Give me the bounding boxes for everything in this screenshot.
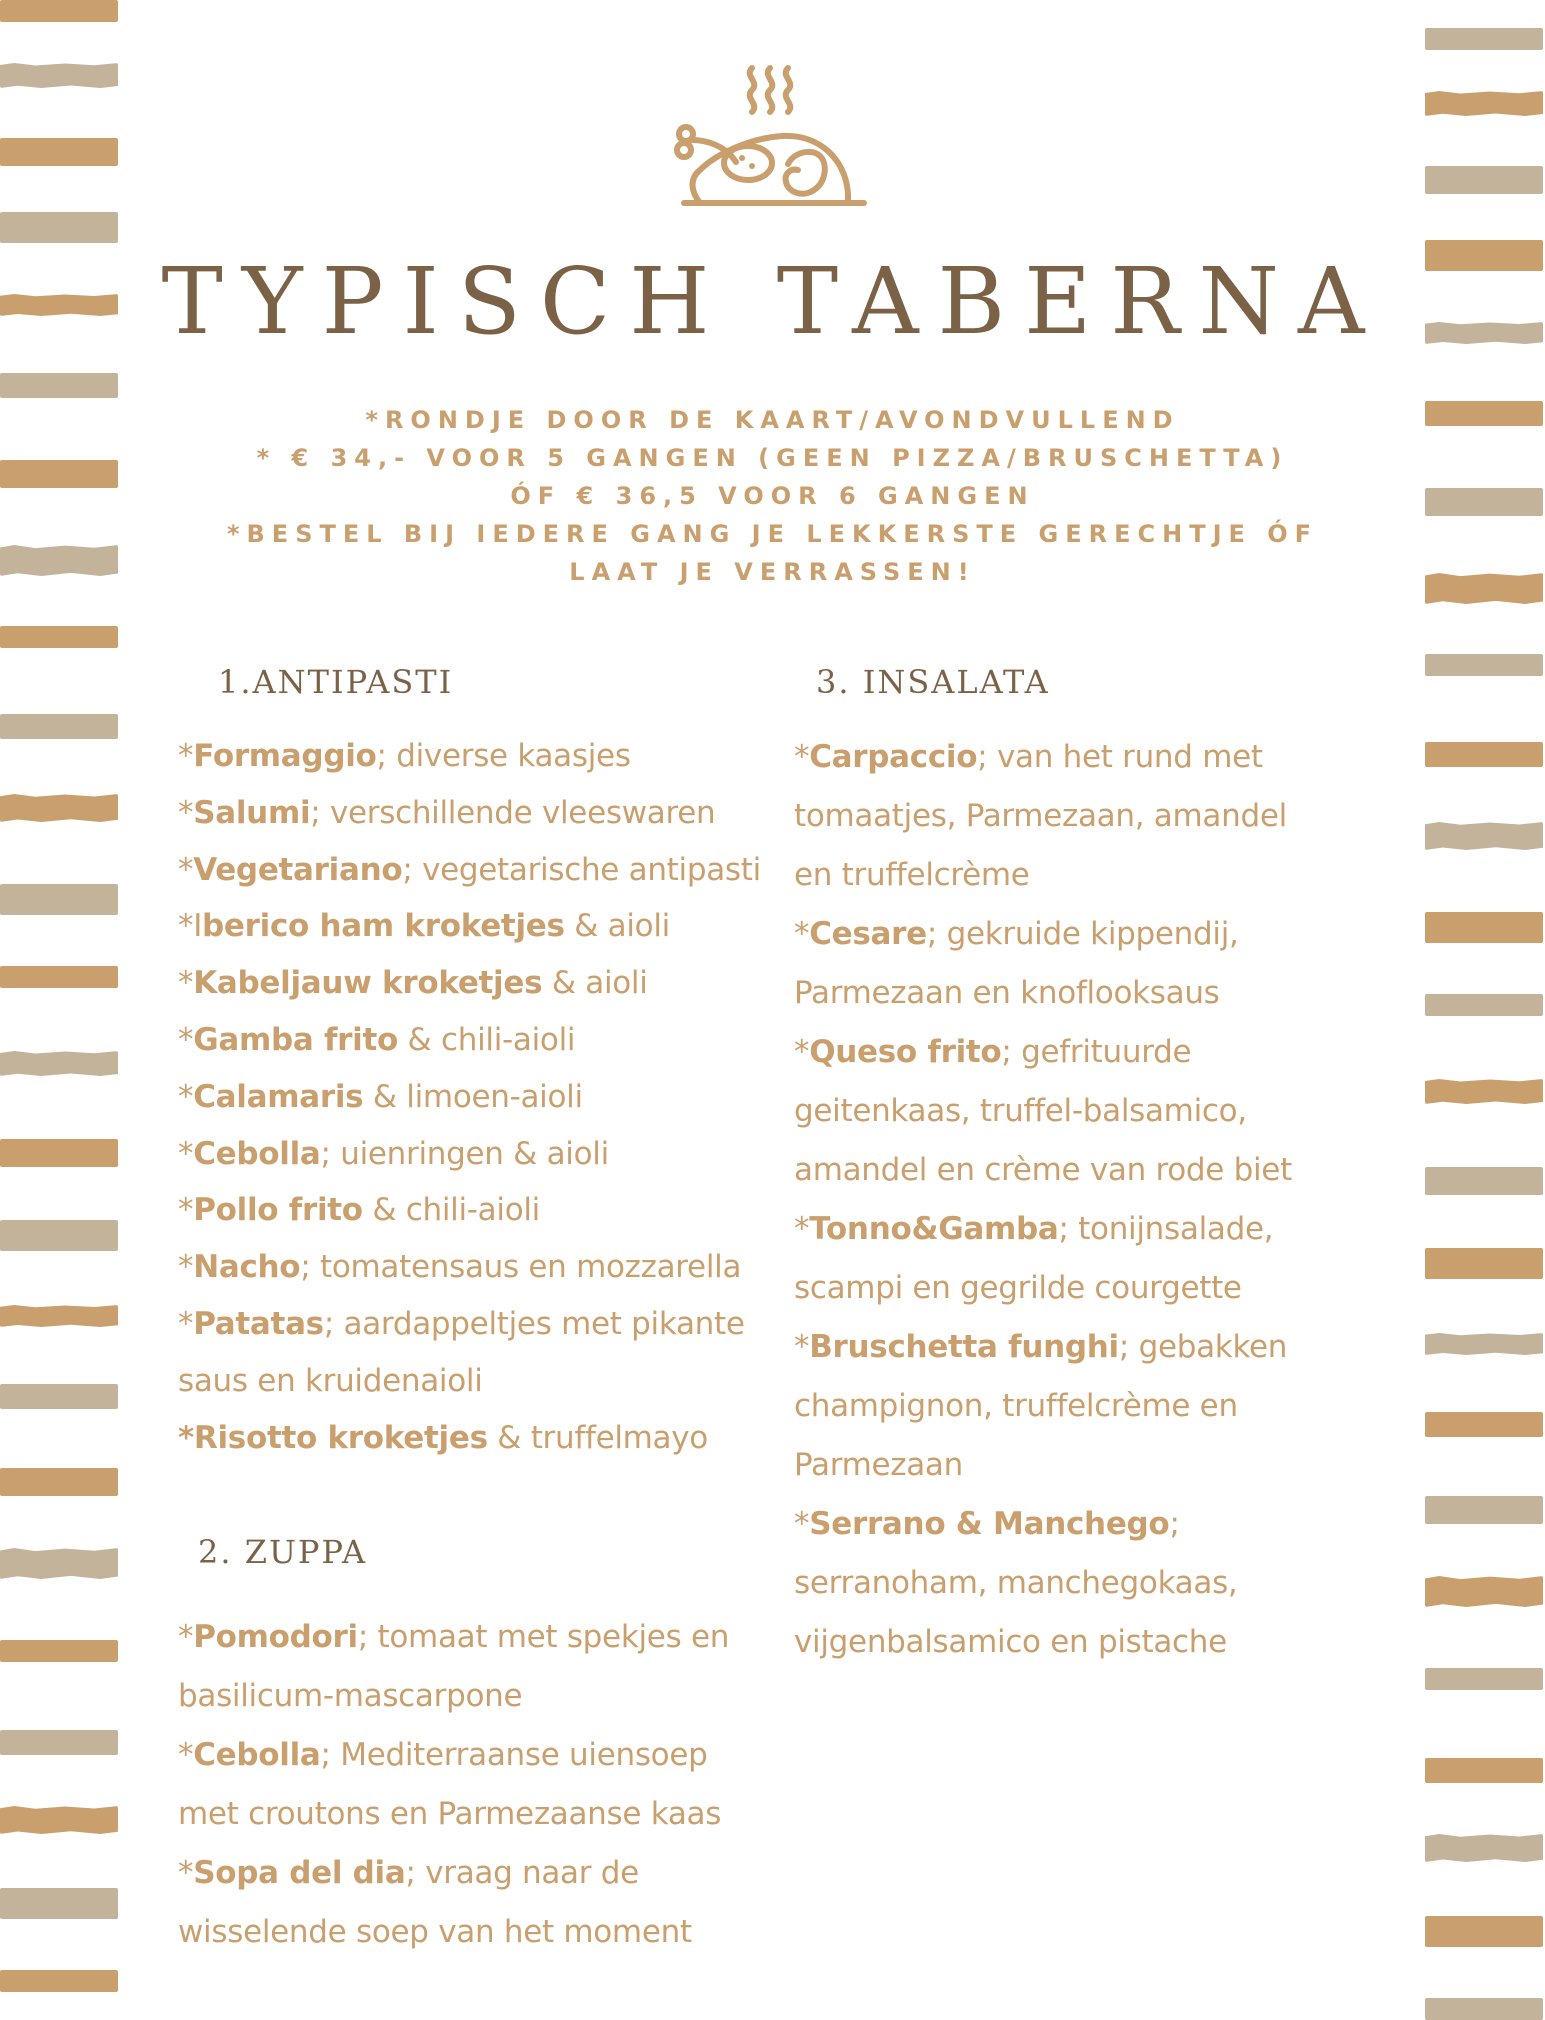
menu-item-name: Carpaccio bbox=[809, 739, 978, 775]
menu-item-description: ; van het rund met bbox=[977, 739, 1263, 775]
menu-item-name: Sopa del dia bbox=[193, 1855, 406, 1891]
menu-item-description: & chili-aioli bbox=[398, 1021, 576, 1058]
menu-item-line bbox=[178, 1126, 761, 1183]
offer-line: *RONDJE DOOR DE KAART/AVONDVULLEND bbox=[365, 406, 1180, 434]
decorative-stripe bbox=[1425, 1998, 1543, 2020]
menu-item-name: Salumi bbox=[193, 794, 311, 831]
menu-item-prefix: * bbox=[178, 794, 194, 831]
menu-item-description: & aioli bbox=[564, 908, 670, 945]
decorative-stripe bbox=[0, 63, 118, 88]
section-heading-insalata: 3. INSALATA bbox=[816, 663, 1050, 701]
menu-item-description: champignon, truffelcrème en bbox=[794, 1388, 1238, 1424]
menu-item-name: Nacho bbox=[193, 1249, 301, 1286]
decorative-stripe bbox=[0, 1051, 118, 1076]
menu-item-name: Cesare bbox=[809, 916, 927, 952]
menu-item-line bbox=[178, 1296, 761, 1353]
menu-item-name: berico ham kroketjes bbox=[202, 908, 565, 945]
menu-item-line bbox=[178, 1903, 729, 1962]
decorative-stripe bbox=[0, 1888, 118, 1919]
decorative-stripe bbox=[1425, 1167, 1543, 1195]
menu-item-line bbox=[178, 1239, 761, 1296]
menu-item-description: ; tonijnsalade, bbox=[1058, 1211, 1274, 1247]
menu-item-description: serranoham, manchegokaas, bbox=[794, 1565, 1238, 1601]
menu-item-line bbox=[178, 1608, 729, 1667]
menu-item-prefix: * bbox=[178, 738, 194, 774]
decorative-stripe bbox=[1425, 742, 1543, 767]
menu-item-prefix: * bbox=[178, 1135, 194, 1172]
menu-item-prefix: * bbox=[178, 1192, 194, 1229]
menu-item-line bbox=[178, 785, 761, 842]
menu-item-description: en truffelcrème bbox=[794, 857, 1030, 893]
decorative-stripe bbox=[0, 1139, 118, 1167]
menu-item-description: ; diverse kaasjes bbox=[376, 738, 631, 774]
decorative-stripe bbox=[1425, 1576, 1543, 1607]
menu-item-prefix: * bbox=[794, 1034, 810, 1070]
decorative-stripe bbox=[0, 212, 118, 243]
menu-item-description: ; vegetarische antipasti bbox=[402, 851, 761, 888]
decorative-stripe bbox=[1425, 166, 1543, 194]
menu-item-description: met croutons en Parmezaanse kaas bbox=[178, 1796, 722, 1832]
menu-item-name: Patatas bbox=[193, 1305, 324, 1342]
section-heading-zuppa: 2. ZUPPA bbox=[198, 1533, 368, 1571]
decorative-stripe bbox=[0, 1970, 118, 1992]
decorative-stripe bbox=[0, 1468, 118, 1496]
decorative-stripe bbox=[1425, 1412, 1543, 1437]
decorative-stripe bbox=[0, 373, 118, 398]
menu-item-name: Pomodori bbox=[193, 1619, 358, 1655]
menu-item-description: ; tomatensaus en mozzarella bbox=[300, 1249, 742, 1286]
menu-item-line bbox=[794, 1377, 1292, 1436]
decorative-stripe bbox=[1425, 1079, 1543, 1104]
page-title: TYPISCH TABERNA bbox=[161, 248, 1384, 355]
menu-item-line bbox=[794, 1613, 1292, 1672]
decorative-stripe bbox=[1425, 1248, 1543, 1279]
menu-item-prefix: * bbox=[178, 1305, 194, 1342]
menu-item-line bbox=[178, 1667, 729, 1726]
menu-item-line bbox=[794, 1554, 1292, 1613]
menu-item-name: Formaggio bbox=[193, 738, 377, 774]
decorative-stripe bbox=[1425, 1916, 1543, 1947]
menu-item-description: & chili-aioli bbox=[362, 1192, 540, 1229]
offer-line: * € 34,- VOOR 5 GANGEN (GEEN PIZZA/BRUSCHETTA) bbox=[256, 444, 1289, 472]
menu-item-name: Calamaris bbox=[193, 1078, 364, 1115]
menu-item-line bbox=[794, 846, 1292, 905]
menu-item-line bbox=[794, 1200, 1292, 1259]
menu-item-description: ; bbox=[1169, 1506, 1180, 1542]
menu-item-name: Pollo frito bbox=[193, 1192, 363, 1229]
menu-item-name: Kabeljauw kroketjes bbox=[193, 965, 543, 1002]
menu-item-line bbox=[794, 1023, 1292, 1082]
decorative-stripe bbox=[1425, 1333, 1543, 1355]
decorative-stripe bbox=[1425, 912, 1543, 943]
menu-item-line bbox=[178, 955, 761, 1012]
menu-item-line bbox=[178, 1844, 729, 1903]
menu-item-line bbox=[794, 1141, 1292, 1200]
menu-item-line bbox=[178, 1353, 761, 1410]
menu-item-description: vijgenbalsamico en pistache bbox=[794, 1624, 1227, 1660]
menu-item-line bbox=[178, 1726, 729, 1785]
decorative-stripe bbox=[0, 1730, 118, 1755]
menu-item-description: ; Mediterraanse uiensoep bbox=[320, 1737, 708, 1773]
menu-item-description: basilicum-mascarpone bbox=[178, 1678, 523, 1714]
decorative-stripe bbox=[0, 966, 118, 988]
roast-chicken-icon bbox=[670, 62, 870, 212]
decorative-stripe bbox=[1425, 1758, 1543, 1783]
decorative-stripe bbox=[1425, 91, 1543, 116]
menu-item-description: ; aardappeltjes met pikante bbox=[323, 1305, 745, 1342]
zuppa-list bbox=[178, 1608, 729, 1962]
decorative-stripe bbox=[0, 884, 118, 915]
menu-item-description: ; uienringen & aioli bbox=[320, 1135, 609, 1172]
offer-line: ÓF € 36,5 VOOR 6 GANGEN bbox=[510, 482, 1035, 510]
menu-item-description: ; tomaat met spekjes en bbox=[357, 1619, 730, 1655]
menu-item-line bbox=[178, 1785, 729, 1844]
menu-item-description: & truffelmayo bbox=[487, 1419, 708, 1456]
menu-item-description: wisselende soep van het moment bbox=[178, 1914, 692, 1950]
menu-item-prefix: * bbox=[178, 1855, 194, 1891]
menu-item-prefix: * bbox=[178, 965, 194, 1002]
menu-item-description: scampi en gegrilde courgette bbox=[794, 1270, 1242, 1306]
menu-item-line bbox=[178, 842, 761, 899]
menu-item-name: Gamba frito bbox=[193, 1021, 398, 1058]
menu-item-prefix: * bbox=[178, 1619, 194, 1655]
menu-item-prefix: * bbox=[178, 1737, 194, 1773]
menu-item-name: Cebolla bbox=[193, 1737, 321, 1773]
menu-item-name: Vegetariano bbox=[193, 851, 403, 888]
menu-item-name: Queso frito bbox=[809, 1034, 1002, 1070]
decorative-stripe bbox=[0, 794, 118, 822]
menu-item-prefix: * bbox=[178, 1021, 194, 1058]
menu-item-prefix: * bbox=[794, 1329, 810, 1365]
decorative-stripe bbox=[1425, 28, 1543, 50]
decorative-stripe bbox=[0, 1806, 118, 1834]
decorative-stripe bbox=[0, 1548, 118, 1579]
section-heading-antipasti: 1.ANTIPASTI bbox=[218, 663, 454, 701]
decorative-stripe bbox=[1425, 822, 1543, 850]
menu-item-line bbox=[178, 898, 761, 955]
menu-item-line bbox=[178, 728, 761, 785]
menu-item-description: Parmezaan bbox=[794, 1447, 963, 1483]
logo bbox=[670, 62, 870, 212]
decorative-stripe bbox=[0, 1640, 118, 1662]
menu-item-line bbox=[178, 1012, 761, 1069]
menu-item-description: ; vraag naar de bbox=[405, 1855, 639, 1891]
menu-item-prefix: * bbox=[178, 851, 194, 888]
menu-item-line bbox=[794, 1259, 1292, 1318]
decorative-stripe bbox=[1425, 994, 1543, 1016]
menu-item-prefix: * bbox=[178, 1249, 194, 1286]
menu-item-description: ; gekruide kippendij, bbox=[926, 916, 1239, 952]
menu-item-description: tomaatjes, Parmezaan, amandel bbox=[794, 798, 1287, 834]
menu-item-line bbox=[178, 1182, 761, 1239]
menu-item-description: ; verschillende vleeswaren bbox=[310, 794, 716, 831]
menu-item-description: amandel en crème van rode biet bbox=[794, 1152, 1292, 1188]
menu-item-name: *Risotto kroketjes bbox=[178, 1419, 488, 1456]
menu-item-prefix: *I bbox=[178, 908, 203, 945]
menu-item-description: ; gefrituurde bbox=[1001, 1034, 1192, 1070]
menu-item-name: Tonno&Gamba bbox=[809, 1211, 1059, 1247]
decorative-stripe bbox=[1425, 1834, 1543, 1862]
offer-line: *BESTEL BIJ IEDERE GANG JE LEKKERSTE GERECHTJE ÓF bbox=[226, 520, 1319, 548]
menu-item-line bbox=[794, 1082, 1292, 1141]
menu-item-prefix: * bbox=[794, 1211, 810, 1247]
menu-item-line bbox=[794, 728, 1292, 787]
decorative-stripe bbox=[1425, 654, 1543, 676]
menu-item-line bbox=[794, 1495, 1292, 1554]
decorative-stripe bbox=[1425, 1496, 1543, 1524]
decorative-stripe bbox=[0, 1305, 118, 1327]
menu-item-prefix: * bbox=[794, 916, 810, 952]
decorative-stripe bbox=[0, 1220, 118, 1251]
menu-item-line bbox=[178, 1410, 761, 1467]
menu-item-description: & aioli bbox=[542, 965, 648, 1002]
insalata-list bbox=[794, 728, 1292, 1672]
decorative-stripe bbox=[0, 1384, 118, 1409]
menu-item-line bbox=[178, 1069, 761, 1126]
menu-item-prefix: * bbox=[794, 1506, 810, 1542]
menu-item-line bbox=[794, 964, 1292, 1023]
menu-item-name: Bruschetta funghi bbox=[809, 1329, 1119, 1365]
menu-item-description: ; gebakken bbox=[1118, 1329, 1288, 1365]
menu-item-line bbox=[794, 905, 1292, 964]
offer-info bbox=[0, 401, 1545, 591]
decorative-stripe bbox=[0, 626, 118, 648]
decorative-stripe bbox=[1425, 1668, 1543, 1690]
menu-item-description: saus en kruidenaioli bbox=[178, 1362, 483, 1399]
menu-item-description: & limoen-aioli bbox=[363, 1078, 583, 1115]
menu-item-name: Serrano & Manchego bbox=[809, 1506, 1170, 1542]
menu-item-line bbox=[794, 787, 1292, 846]
decorative-stripe bbox=[0, 714, 118, 739]
decorative-stripe bbox=[0, 138, 118, 166]
menu-item-prefix: * bbox=[794, 739, 810, 775]
menu-item-line bbox=[794, 1318, 1292, 1377]
antipasti-list bbox=[178, 728, 761, 1466]
menu-item-prefix: * bbox=[178, 1078, 194, 1115]
menu-item-description: Parmezaan en knoflooksaus bbox=[794, 975, 1220, 1011]
menu-item-description: geitenkaas, truffel-balsamico, bbox=[794, 1093, 1247, 1129]
offer-line: LAAT JE VERRASSEN! bbox=[569, 558, 976, 586]
menu-item-line bbox=[794, 1436, 1292, 1495]
decorative-stripe bbox=[0, 0, 118, 22]
menu-item-name: Cebolla bbox=[193, 1135, 321, 1172]
